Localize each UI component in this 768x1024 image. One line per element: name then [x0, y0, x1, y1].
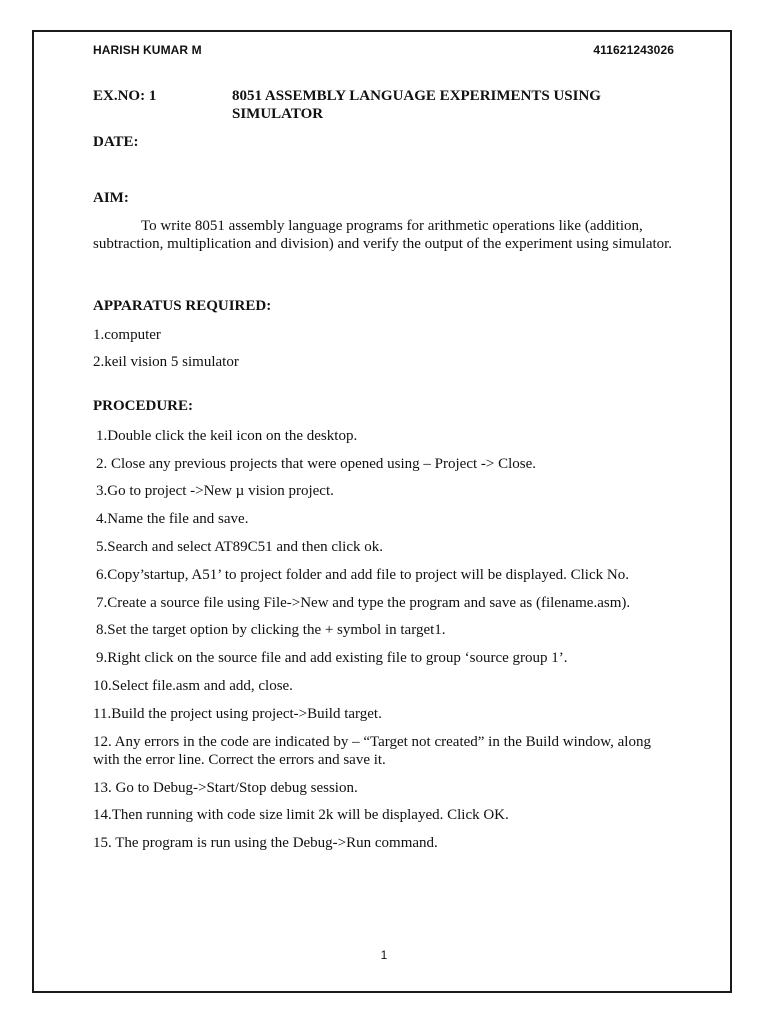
procedure-step: 14.Then running with code size limit 2k will be displayed. Click OK. [93, 807, 509, 823]
experiment-title-line1: 8051 ASSEMBLY LANGUAGE EXPERIMENTS USING [232, 88, 601, 104]
procedure-heading: PROCEDURE: [93, 398, 193, 414]
aim-text: To write 8051 assembly language programs for arithmetic operations like (addition, subtraction, multiplication and division) and verify the output of the experiment using simulator. [93, 218, 673, 252]
procedure-step: 13. Go to Debug->Start/Stop debug session. [93, 780, 358, 796]
student-name: HARISH KUMAR M [93, 43, 202, 57]
aim-heading: AIM: [93, 190, 129, 206]
procedure-step: 3.Go to project ->New µ vision project. [96, 483, 334, 499]
procedure-step: 12. Any errors in the code are indicated by – “Target not created” in the Build window, along with the error line. Correct the errors and save it. [93, 734, 651, 768]
procedure-step: 4.Name the file and save. [96, 511, 249, 527]
experiment-title-line2: SIMULATOR [232, 106, 324, 122]
procedure-step: 5.Search and select AT89C51 and then click ok. [96, 539, 384, 555]
date-label: DATE: [93, 134, 139, 150]
page-number: 1 [380, 948, 388, 962]
aim-paragraph [93, 217, 673, 253]
ex-no-label: EX.NO: 1 [93, 88, 157, 104]
procedure-step: 9.Right click on the source file and add existing file to group ‘source group 1’. [96, 650, 568, 666]
procedure-step: 10.Select file.asm and add, close. [93, 678, 293, 694]
procedure-step: 11.Build the project using project->Build target. [93, 706, 382, 722]
apparatus-item: 1.computer [93, 327, 161, 343]
procedure-step: 1.Double click the keil icon on the desktop. [96, 428, 358, 444]
procedure-step: 7.Create a source file using File->New and type the program and save as (filename.asm). [96, 595, 631, 611]
procedure-step: 2. Close any previous projects that were opened using – Project -> Close. [96, 456, 537, 472]
procedure-step: 6.Copy’startup, A51’ to project folder and add file to project will be displayed. Click No. [96, 567, 629, 583]
apparatus-heading: APPARATUS REQUIRED: [93, 298, 272, 314]
register-number: 411621243026 [593, 43, 674, 57]
procedure-step: 15. The program is run using the Debug->Run command. [93, 835, 438, 851]
apparatus-item: 2.keil vision 5 simulator [93, 354, 239, 370]
procedure-step: 8.Set the target option by clicking the + symbol in target1. [96, 622, 446, 638]
